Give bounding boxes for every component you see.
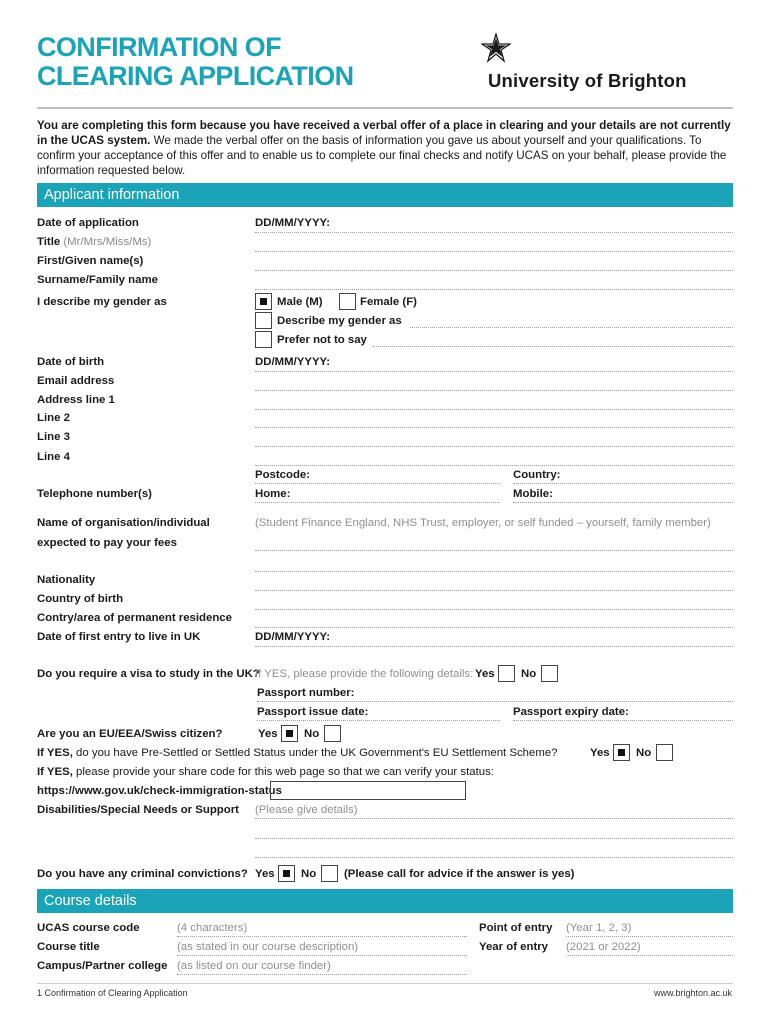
visa-no-checkbox[interactable] (541, 665, 558, 682)
share-code-input[interactable] (270, 781, 466, 800)
passport-issue-field[interactable] (257, 720, 500, 721)
title-field[interactable] (255, 251, 733, 252)
share-code-instruction: If YES, please provide your share code for this web page so that we can verify your status: (37, 766, 494, 778)
ucas-code-field[interactable] (177, 936, 467, 937)
point-of-entry-hint: (Year 1, 2, 3) (566, 922, 632, 934)
mobile-phone-label: Mobile: (513, 488, 553, 500)
residence-field[interactable] (255, 627, 733, 628)
gender-label: I describe my gender as (37, 296, 167, 308)
fee-payer-label-line2: expected to pay your fees (37, 537, 177, 549)
first-name-field[interactable] (255, 270, 733, 271)
postcode-label: Postcode: (255, 469, 311, 481)
passport-expiry-label: Passport expiry date: (513, 706, 629, 718)
ucas-code-label: UCAS course code (37, 922, 140, 934)
eu-citizen-question: Are you an EU/EEA/Swiss citizen? (37, 728, 223, 740)
passport-number-label: Passport number: (257, 687, 355, 699)
settled-yes-checkbox[interactable] (613, 744, 630, 761)
nationality-label: Nationality (37, 574, 96, 586)
gender-prefer-not-checkbox[interactable] (255, 331, 272, 348)
address-line2-field[interactable] (255, 427, 733, 428)
disabilities-label: Disabilities/Special Needs or Support (37, 804, 239, 816)
address-line4-field[interactable] (255, 465, 733, 466)
dob-label: Date of birth (37, 356, 105, 368)
passport-issue-label: Passport issue date: (257, 706, 369, 718)
visa-yes-checkbox[interactable] (498, 665, 515, 682)
gender-prefer-line (372, 346, 733, 347)
fee-payer-label-line1: Name of organisation/individual (37, 517, 210, 529)
settled-yes-label: Yes (590, 747, 610, 759)
page-title: CONFIRMATION OF CLEARING APPLICATION (37, 32, 354, 91)
address-line3-field[interactable] (255, 446, 733, 447)
course-title-hint: (as stated in our course description) (177, 941, 359, 953)
country-label: Country: (513, 469, 561, 481)
gender-prefer-not-label: Prefer not to say (277, 334, 367, 346)
passport-expiry-field[interactable] (513, 720, 733, 721)
telephone-label: Telephone number(s) (37, 488, 152, 500)
year-of-entry-label: Year of entry (479, 941, 549, 953)
gender-female-label: Female (F) (360, 296, 417, 308)
point-of-entry-label: Point of entry (479, 922, 553, 934)
course-title-label: Course title (37, 941, 100, 953)
home-phone-field[interactable] (255, 502, 500, 503)
share-code-url: https://www.gov.uk/check-immigration-status (37, 785, 282, 797)
surname-label: Surname/Family name (37, 274, 158, 286)
passport-number-field[interactable] (257, 701, 733, 702)
footer-page-label: 1 Confirmation of Clearing Application (37, 988, 188, 998)
footer-website: www.brighton.ac.uk (653, 988, 732, 998)
university-name: University of Brighton (488, 70, 687, 91)
email-field[interactable] (255, 390, 733, 391)
visa-question: Do you require a visa to study in the UK? (37, 668, 260, 680)
home-phone-label: Home: (255, 488, 291, 500)
eu-no-label: No (304, 728, 320, 740)
country-of-birth-label: Country of birth (37, 593, 124, 605)
first-entry-field[interactable] (255, 646, 733, 647)
country-of-birth-field[interactable] (255, 609, 733, 610)
convictions-note: (Please call for advice if the answer is yes) (344, 868, 575, 880)
section-applicant-heading: Applicant information (37, 183, 733, 207)
section-course-heading: Course details (37, 889, 733, 913)
convictions-question: Do you have any criminal convictions? (37, 868, 248, 880)
first-entry-label: Date of first entry to live in UK (37, 631, 201, 643)
convictions-yes-checkbox[interactable] (278, 865, 295, 882)
gender-describe-label: Describe my gender as (277, 315, 402, 327)
disabilities-field-3[interactable] (255, 857, 733, 858)
university-star-logo-icon (481, 33, 511, 63)
address-line1-label: Address line 1 (37, 394, 115, 406)
settled-status-question: If YES, do you have Pre-Settled or Settled Status under the UK Government's EU Settlement Scheme? (37, 747, 558, 759)
settled-no-label: No (636, 747, 652, 759)
disabilities-hint: (Please give details) (255, 804, 358, 816)
disabilities-field-2[interactable] (255, 838, 733, 839)
mobile-phone-field[interactable] (513, 502, 733, 503)
date-of-application-label: Date of application (37, 217, 139, 229)
gender-describe-field[interactable] (410, 327, 733, 328)
address-line4-label: Line 4 (37, 451, 70, 463)
fee-payer-field-2[interactable] (255, 571, 733, 572)
campus-hint: (as listed on our course finder) (177, 960, 331, 972)
convictions-no-label: No (301, 868, 317, 880)
postcode-field[interactable] (255, 483, 500, 484)
header-divider (37, 107, 733, 109)
residence-label: Contry/area of permanent residence (37, 612, 232, 624)
surname-field[interactable] (255, 289, 733, 290)
gender-male-checkbox[interactable] (255, 293, 272, 310)
email-label: Email address (37, 375, 115, 387)
course-title-field[interactable] (177, 955, 467, 956)
settled-no-checkbox[interactable] (656, 744, 673, 761)
visa-hint: If YES, please provide the following details: (255, 668, 474, 680)
year-of-entry-hint: (2021 or 2022) (566, 941, 641, 953)
address-line1-field[interactable] (255, 409, 733, 410)
point-of-entry-field[interactable] (566, 936, 733, 937)
fee-payer-field-1[interactable] (255, 550, 733, 551)
dob-format-label: DD/MM/YYYY: (255, 356, 331, 368)
date-format-label: DD/MM/YYYY: (255, 217, 331, 229)
campus-label: Campus/Partner college (37, 960, 168, 972)
first-name-label: First/Given name(s) (37, 255, 144, 267)
address-line3-label: Line 3 (37, 431, 70, 443)
eu-yes-label: Yes (258, 728, 278, 740)
title-label: Title (Mr/Mrs/Miss/Ms) (37, 236, 152, 248)
gender-female-checkbox[interactable] (339, 293, 356, 310)
disabilities-field-1[interactable] (255, 818, 733, 819)
date-of-application-field[interactable] (255, 232, 733, 233)
campus-field[interactable] (177, 974, 467, 975)
intro-paragraph: You are completing this form because you have received a verbal offer of a place in clearing and your details are not currently in the UCAS system. We made the verbal offer on the basis of information you gave us about yourself and your qualifications. To confirm your acceptance of this offer and to enable us to complete our final checks and notify UCAS on your behalf, please provide the information requested below. (37, 119, 731, 177)
visa-no-label: No (521, 668, 537, 680)
footer-divider (37, 983, 733, 984)
first-entry-format-label: DD/MM/YYYY: (255, 631, 331, 643)
address-line2-label: Line 2 (37, 412, 70, 424)
convictions-no-checkbox[interactable] (321, 865, 338, 882)
year-of-entry-field[interactable] (566, 955, 733, 956)
gender-male-label: Male (M) (277, 296, 323, 308)
eu-yes-checkbox[interactable] (281, 725, 298, 742)
nationality-field[interactable] (255, 590, 733, 591)
dob-field[interactable] (255, 371, 733, 372)
ucas-code-hint: (4 characters) (177, 922, 248, 934)
visa-yes-label: Yes (475, 668, 495, 680)
eu-no-checkbox[interactable] (324, 725, 341, 742)
convictions-yes-label: Yes (255, 868, 275, 880)
country-field[interactable] (513, 483, 733, 484)
fee-payer-hint: (Student Finance England, NHS Trust, employer, or self funded – yourself, family member) (255, 517, 711, 529)
gender-describe-checkbox[interactable] (255, 312, 272, 329)
